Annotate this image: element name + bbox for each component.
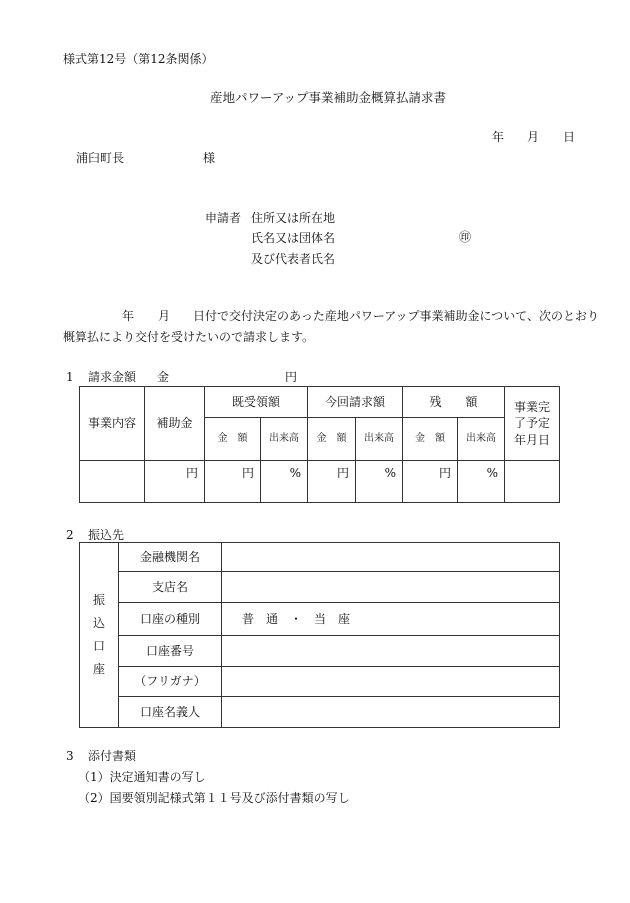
sub-balance-progress: 出来高 bbox=[458, 418, 505, 461]
attachment-item-1: （1）決定通知書の写し bbox=[78, 770, 206, 784]
branch-name-field[interactable] bbox=[222, 572, 560, 603]
side-char-1: 振 bbox=[92, 593, 105, 608]
header-received: 既受領額 bbox=[205, 387, 308, 418]
branch-name-label: 支店名 bbox=[119, 572, 222, 603]
addressee: 浦臼町長 bbox=[76, 151, 125, 165]
section3-number: 3 bbox=[66, 749, 74, 763]
bank-name-field[interactable] bbox=[222, 543, 560, 572]
sub-current-progress: 出来高 bbox=[356, 418, 403, 461]
document-title: 産地パワーアップ事業補助金概算払請求書 bbox=[210, 90, 447, 105]
section1-number: 1 bbox=[66, 370, 74, 384]
seal-mark: ㊞ bbox=[459, 230, 472, 244]
name-label: 氏名又は団体名 bbox=[251, 231, 336, 245]
account-type-field[interactable]: 普 通 ・ 当 座 bbox=[222, 603, 560, 636]
section2-label: 振込先 bbox=[88, 528, 125, 542]
applicant-label: 申請者 bbox=[205, 211, 242, 225]
transfer-account-side-label bbox=[80, 543, 119, 728]
cell-balance-percent[interactable]: % bbox=[458, 461, 505, 503]
section2-number: 2 bbox=[66, 528, 74, 542]
bank-name-label: 金融機関名 bbox=[119, 543, 222, 572]
cell-subsidy-unit[interactable]: 円 bbox=[145, 461, 205, 503]
date-day-label: 日 bbox=[563, 130, 576, 144]
cell-completion-date[interactable] bbox=[505, 461, 560, 503]
header-subsidy: 補助金 bbox=[145, 387, 205, 461]
sub-received-amount: 金 額 bbox=[205, 418, 261, 461]
side-char-2: 込 bbox=[92, 616, 105, 631]
cell-received-unit[interactable]: 円 bbox=[205, 461, 261, 503]
sub-current-amount: 金 額 bbox=[308, 418, 356, 461]
cell-current-percent[interactable]: % bbox=[356, 461, 403, 503]
account-number-field[interactable] bbox=[222, 636, 560, 667]
cell-project[interactable] bbox=[80, 461, 145, 503]
date-year-label: 年 bbox=[492, 130, 505, 144]
account-number-label: 口座番号 bbox=[119, 636, 222, 667]
request-table bbox=[79, 386, 560, 503]
furigana-label: （フリガナ） bbox=[119, 667, 222, 697]
amount-unit: 円 bbox=[285, 370, 298, 384]
side-char-4: 座 bbox=[92, 661, 105, 676]
body-year: 年 bbox=[122, 309, 135, 323]
body-month: 月 bbox=[158, 309, 171, 323]
cell-received-percent[interactable]: % bbox=[261, 461, 308, 503]
side-char-3: 口 bbox=[92, 639, 105, 653]
representative-label: 及び代表者氏名 bbox=[251, 252, 336, 266]
header-project: 事業内容 bbox=[80, 387, 145, 461]
amount-prefix: 金 bbox=[157, 370, 170, 384]
body-line1: 日付で交付決定のあった産地パワーアップ事業補助金について、次のとおり bbox=[193, 309, 599, 323]
account-holder-label: 口座名義人 bbox=[119, 697, 222, 728]
header-balance: 残 額 bbox=[403, 387, 505, 418]
furigana-field[interactable] bbox=[222, 667, 560, 697]
section1-label: 請求金額 bbox=[88, 370, 137, 384]
address-label: 住所又は所在地 bbox=[251, 211, 336, 225]
date-month-label: 月 bbox=[527, 130, 540, 144]
body-line2: 概算払により交付を受けたいので請求します。 bbox=[63, 330, 315, 344]
sub-received-progress: 出来高 bbox=[261, 418, 308, 461]
addressee-honorific: 様 bbox=[203, 151, 216, 165]
form-number: 様式第12号（第12条関係） bbox=[63, 52, 214, 66]
header-current: 今回請求額 bbox=[308, 387, 403, 418]
account-holder-field[interactable] bbox=[222, 697, 560, 728]
attachment-item-2: （2）国要領別記様式第１１号及び添付書類の写し bbox=[78, 791, 350, 805]
bank-table bbox=[79, 542, 560, 728]
header-completion: 事業完了予定年月日 bbox=[505, 387, 560, 461]
section3-label: 添付書類 bbox=[88, 749, 137, 763]
cell-current-unit[interactable]: 円 bbox=[308, 461, 356, 503]
account-type-label: 口座の種別 bbox=[119, 603, 222, 636]
sub-balance-amount: 金 額 bbox=[403, 418, 458, 461]
cell-balance-unit[interactable]: 円 bbox=[403, 461, 458, 503]
